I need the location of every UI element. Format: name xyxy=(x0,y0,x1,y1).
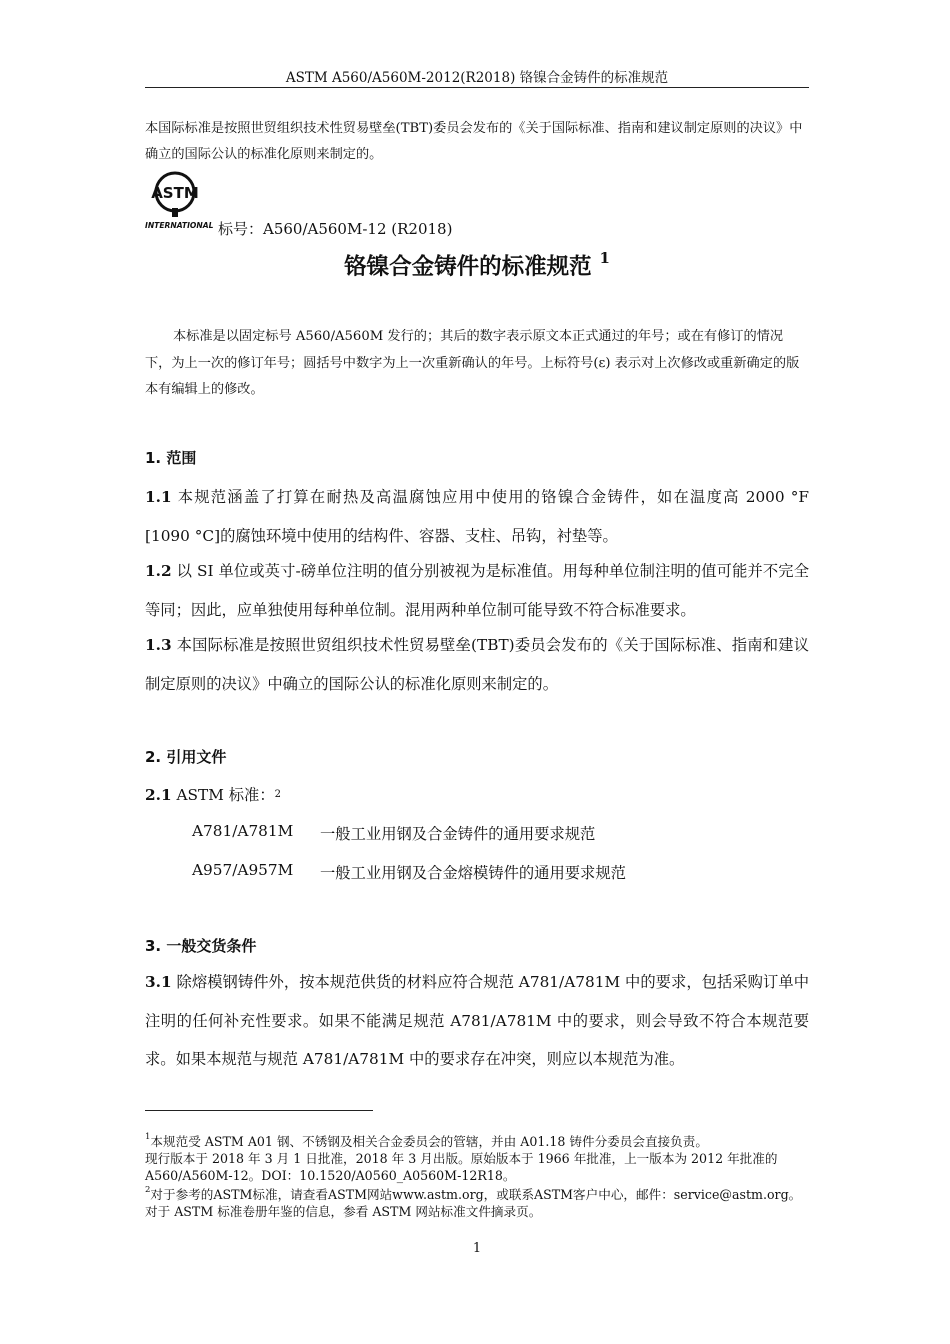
section-1-heading: 1. 范围 xyxy=(145,449,197,467)
section-3-heading: 3. 一般交货条件 xyxy=(145,937,257,955)
page-number: 1 xyxy=(472,1241,482,1256)
para-3-1: 3.1 除熔模钢铸件外，按本规范供货的材料应符合规范 A781/A781M 中的要求，包括采购订单中注明的任何补充性要求。如果不能满足规范 A781/A781M 中的要求，则会导致不符合本规范要求。如果本规范与规范 A781/A781M 中的要求存在冲突，则应以本规范为准。 xyxy=(145,973,809,1068)
astm-logo xyxy=(145,170,215,232)
header-divider xyxy=(145,87,809,88)
reference-code: A957/A957M xyxy=(192,861,294,879)
running-header: ASTM A560/A560M-2012(R2018) 铬镍合金铸件的标准规范 xyxy=(285,70,669,86)
document-title: 铬镍合金铸件的标准规范 $^1$ xyxy=(344,248,610,280)
title-footnote-mark: 1 xyxy=(599,248,610,267)
footnote-1-line-1: $^1$本规范受 ASTM A01 钢、不锈钢及相关合金委员会的管辖，并由 A01.18 铸件分委员会直接负责。 xyxy=(145,1132,708,1150)
footnote-2-line-2: 对于 ASTM 标准卷册年鉴的信息，参看 ASTM 网站标准文件摘录页。 xyxy=(145,1204,542,1220)
logo-letters: ASTM xyxy=(151,184,199,202)
para-2-1: 2.1 ASTM 标准：$^2$ xyxy=(145,786,282,804)
footnotes xyxy=(145,1131,809,1220)
footnote-2-line-1: $^2$对于参考的ASTM标准，请查看ASTM网站www.astm.org，或联系ASTM客户中心，邮件：service@astm.org。 xyxy=(145,1185,802,1203)
designation: 标号：A560/A560M-12 (R2018) xyxy=(218,220,453,238)
footnote-1-line-2: 现行版本于 2018 年 3 月 1 日批准，2018 年 3 月出版。原始版本于 1966 年批准，上一版本为 2012 年批准的 A560/A560M-12。DOI：10.1520/A0560_A0560M-12R18。 xyxy=(145,1151,778,1184)
section-2-heading: 2. 引用文件 xyxy=(145,748,227,766)
ref-footnote-mark: 2 xyxy=(274,789,282,800)
para-1-3: 1.3 本国际标准是按照世贸组织技术性贸易壁垒(TBT)委员会发布的《关于国际标准、指南和建议制定原则的决议》中确立的国际公认的标准化原则来制定的。 xyxy=(145,636,809,693)
para-1-1: 1.1 本规范涵盖了打算在耐热及高温腐蚀应用中使用的铬镍合金铸件，如在温度高 2000 °F [1090 °C]的腐蚀环境中使用的结构件、容器、支柱、吊钩，衬垫等。 xyxy=(145,488,809,545)
footnote-divider xyxy=(145,1110,373,1111)
intro-statement: 本国际标准是按照世贸组织技术性贸易壁垒(TBT)委员会发布的《关于国际标准、指南和建议制定原则的决议》中确立的国际公认的标准化原则来制定的。 xyxy=(145,121,803,162)
para-1-2: 1.2 以 SI 单位或英寸-磅单位注明的值分别被视为是标准值。用每种单位制注明的值可能并不完全等同；因此，应单独使用每种单位制。混用两种单位制可能导致不符合标准要求。 xyxy=(145,562,809,619)
reference-title: 一般工业用钢及合金熔模铸件的通用要求规范 xyxy=(320,864,626,882)
preamble: 本标准是以固定标号 A560/A560M 发行的；其后的数字表示原文本正式通过的年号；或在有修订的情况下，为上一次的修订年号；圆括号中数字为上一次重新确认的年号。上标符号(ε) 表示对上次修改或重新确定的版本有编辑上的修改。 xyxy=(145,329,800,397)
reference-title: 一般工业用钢及合金铸件的通用要求规范 xyxy=(320,825,596,843)
reference-code: A781/A781M xyxy=(192,822,294,840)
logo-subtitle: INTERNATIONAL xyxy=(145,221,214,230)
